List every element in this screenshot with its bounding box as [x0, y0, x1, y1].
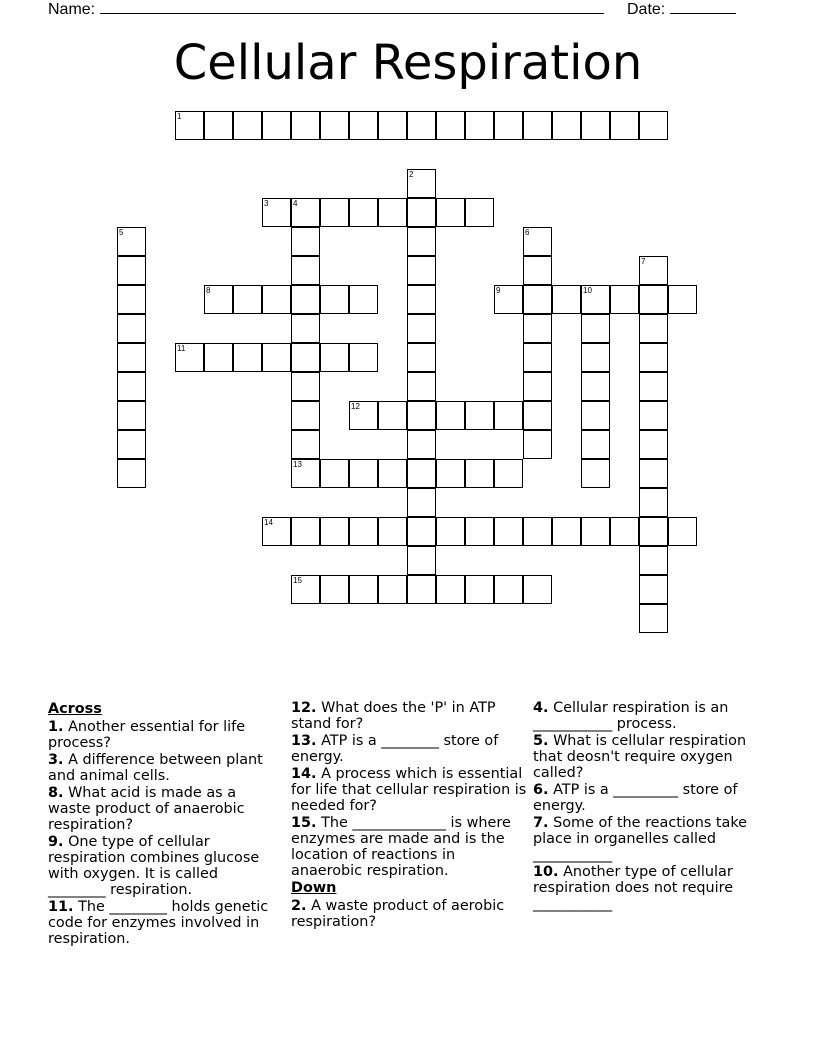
crossword-cell[interactable] [320, 111, 349, 140]
crossword-cell[interactable] [639, 111, 668, 140]
clue-number-label: 2 [409, 170, 414, 179]
clue-number: 4. [533, 700, 549, 716]
crossword-cell[interactable] [523, 256, 552, 285]
crossword-cell[interactable] [349, 111, 378, 140]
crossword-cell[interactable] [291, 314, 320, 343]
crossword-cell[interactable] [291, 285, 320, 314]
crossword-cell[interactable] [407, 285, 436, 314]
clues-column-1 [48, 700, 270, 948]
crossword-cell[interactable] [407, 430, 436, 459]
clue-across-14 [291, 766, 527, 814]
crossword-cell[interactable] [581, 111, 610, 140]
crossword-cell[interactable] [523, 227, 552, 256]
crossword-cell[interactable] [523, 430, 552, 459]
clue-number-label: 11 [177, 344, 186, 353]
crossword-cell[interactable] [465, 111, 494, 140]
crossword-cell[interactable] [291, 517, 320, 546]
across-heading: Across [48, 701, 102, 717]
crossword-cell[interactable] [320, 459, 349, 488]
crossword-cell[interactable] [523, 517, 552, 546]
clue-down-2 [291, 898, 527, 930]
crossword-cell[interactable] [610, 285, 639, 314]
crossword-cell[interactable] [581, 430, 610, 459]
clue-number: 5. [533, 733, 549, 749]
crossword-cell[interactable] [581, 372, 610, 401]
crossword-cell[interactable] [581, 459, 610, 488]
clues-column-2 [291, 700, 527, 931]
clue-across-9 [48, 834, 270, 898]
clue-number: 6. [533, 782, 549, 798]
crossword-cell[interactable] [610, 111, 639, 140]
crossword-cell[interactable] [581, 517, 610, 546]
crossword-cell[interactable] [523, 401, 552, 430]
crossword-cell[interactable] [233, 285, 262, 314]
name-label: Name: [48, 1, 96, 18]
clue-number: 13. [291, 733, 317, 749]
clue-text: Some of the reactions take place in organelles called ___________ [533, 815, 748, 863]
clue-down-5 [533, 733, 773, 781]
clue-text: What acid is made as a waste product of anaerobic respiration? [48, 785, 245, 833]
clues-column-3 [533, 700, 773, 913]
crossword-cell[interactable] [291, 343, 320, 372]
clue-down-6 [533, 782, 773, 814]
crossword-cell[interactable] [291, 401, 320, 430]
clue-number: 10. [533, 864, 559, 880]
crossword-cell[interactable] [117, 459, 146, 488]
crossword-cell[interactable] [378, 401, 407, 430]
clue-number-label: 13 [293, 460, 302, 469]
crossword-cell[interactable] [407, 256, 436, 285]
crossword-cell[interactable] [494, 401, 523, 430]
clue-text: What is cellular respiration that deosn't require oxygen called? [533, 733, 747, 781]
crossword-cell[interactable] [262, 517, 291, 546]
clue-text: A difference between plant and animal cells. [48, 752, 263, 784]
crossword-cell[interactable] [407, 401, 436, 430]
crossword-cell[interactable] [436, 459, 465, 488]
clue-number-label: 1 [177, 112, 182, 121]
crossword-cell[interactable] [291, 372, 320, 401]
crossword-cell[interactable] [262, 198, 291, 227]
crossword-cell[interactable] [668, 517, 697, 546]
clue-number-label: 15 [293, 576, 302, 585]
crossword-cell[interactable] [465, 401, 494, 430]
crossword-cell[interactable] [639, 459, 668, 488]
crossword-cell[interactable] [349, 459, 378, 488]
crossword-cell[interactable] [378, 517, 407, 546]
clue-text: Cellular respiration is an ___________ process. [533, 700, 729, 732]
crossword-cell[interactable] [349, 198, 378, 227]
clue-number-label: 12 [351, 402, 360, 411]
crossword-cell[interactable] [378, 459, 407, 488]
crossword-cell[interactable] [639, 488, 668, 517]
clue-number: 15. [291, 815, 317, 831]
crossword-cell[interactable] [175, 111, 204, 140]
clue-number-label: 5 [119, 228, 124, 237]
crossword-cell[interactable] [291, 198, 320, 227]
crossword-cell[interactable] [465, 517, 494, 546]
crossword-cell[interactable] [204, 111, 233, 140]
crossword-cell[interactable] [233, 343, 262, 372]
crossword-cell[interactable] [349, 517, 378, 546]
clue-text: One type of cellular respiration combines glucose with oxygen. It is called ________ respiration. [48, 834, 260, 898]
crossword-cell[interactable] [552, 285, 581, 314]
crossword-cell[interactable] [378, 198, 407, 227]
crossword-cell[interactable] [436, 517, 465, 546]
crossword-cell[interactable] [639, 285, 668, 314]
crossword-cell[interactable] [639, 517, 668, 546]
crossword-cell[interactable] [407, 459, 436, 488]
crossword-cell[interactable] [436, 198, 465, 227]
crossword-cell[interactable] [117, 401, 146, 430]
crossword-cell[interactable] [407, 227, 436, 256]
crossword-cell[interactable] [407, 111, 436, 140]
crossword-cell[interactable] [668, 285, 697, 314]
crossword-cell[interactable] [349, 401, 378, 430]
crossword-cell[interactable] [523, 314, 552, 343]
clue-down-10 [533, 864, 773, 912]
crossword-cell[interactable] [639, 343, 668, 372]
clue-across-12 [291, 700, 527, 732]
clue-number-label: 7 [641, 257, 646, 266]
crossword-cell[interactable] [436, 575, 465, 604]
crossword-cell[interactable] [494, 285, 523, 314]
crossword-cell[interactable] [407, 372, 436, 401]
date-label: Date: [627, 1, 666, 18]
crossword-cell[interactable] [581, 343, 610, 372]
crossword-cell[interactable] [117, 372, 146, 401]
crossword-cell[interactable] [320, 285, 349, 314]
clue-number: 9. [48, 834, 64, 850]
crossword-cell[interactable] [436, 401, 465, 430]
crossword-cell[interactable] [204, 285, 233, 314]
crossword-cell[interactable] [523, 575, 552, 604]
crossword-cell[interactable] [494, 459, 523, 488]
crossword-cell[interactable] [291, 575, 320, 604]
clue-across-15 [291, 815, 527, 879]
crossword-cell[interactable] [639, 604, 668, 633]
crossword-cell[interactable] [291, 256, 320, 285]
clue-number-label: 6 [525, 228, 530, 237]
crossword-cell[interactable] [117, 227, 146, 256]
crossword-cell[interactable] [291, 227, 320, 256]
crossword-cell[interactable] [349, 575, 378, 604]
crossword-cell[interactable] [407, 575, 436, 604]
crossword-cell[interactable] [349, 285, 378, 314]
crossword-cell[interactable] [262, 111, 291, 140]
crossword-cell[interactable] [291, 111, 320, 140]
crossword-cell[interactable] [523, 285, 552, 314]
crossword-cell[interactable] [639, 546, 668, 575]
clue-number: 11. [48, 899, 74, 915]
crossword-cell[interactable] [262, 285, 291, 314]
clue-number: 7. [533, 815, 549, 831]
crossword-cell[interactable] [639, 401, 668, 430]
clue-across-13 [291, 733, 527, 765]
crossword-cell[interactable] [117, 256, 146, 285]
crossword-cell[interactable] [117, 430, 146, 459]
crossword-cell[interactable] [436, 111, 465, 140]
crossword-cell[interactable] [523, 372, 552, 401]
crossword-cell[interactable] [407, 198, 436, 227]
crossword-cell[interactable] [581, 314, 610, 343]
crossword-cell[interactable] [581, 401, 610, 430]
clue-number: 8. [48, 785, 64, 801]
crossword-cell[interactable] [320, 517, 349, 546]
clue-number-label: 3 [264, 199, 269, 208]
crossword-cell[interactable] [407, 517, 436, 546]
clue-across-3 [48, 752, 270, 784]
clue-across-1 [48, 719, 270, 751]
page-title: Cellular Respiration [173, 35, 643, 91]
crossword-cell[interactable] [465, 459, 494, 488]
crossword-cell[interactable] [639, 314, 668, 343]
clue-down-4 [533, 700, 773, 732]
down-heading: Down [291, 880, 337, 896]
crossword-cell[interactable] [639, 430, 668, 459]
crossword-cell[interactable] [407, 169, 436, 198]
crossword-cell[interactable] [320, 198, 349, 227]
clue-text: Another essential for life process? [48, 719, 246, 751]
crossword-cell[interactable] [494, 517, 523, 546]
crossword-cell[interactable] [262, 343, 291, 372]
crossword-cell[interactable] [378, 575, 407, 604]
crossword-cell[interactable] [233, 111, 262, 140]
clue-across-11 [48, 899, 270, 947]
crossword-cell[interactable] [523, 111, 552, 140]
crossword-cell[interactable] [117, 285, 146, 314]
crossword-cell[interactable] [117, 314, 146, 343]
clue-down-7 [533, 815, 773, 863]
clue-text: The _____________ is where enzymes are made and is the location of reactions in anaerobic respiration. [291, 815, 511, 879]
crossword-cell[interactable] [407, 546, 436, 575]
crossword-cell[interactable] [175, 343, 204, 372]
crossword-cell[interactable] [639, 575, 668, 604]
crossword-cell[interactable] [610, 517, 639, 546]
crossword-cell[interactable] [407, 488, 436, 517]
clue-text: The ________ holds genetic code for enzymes involved in respiration. [48, 899, 269, 947]
crossword-cell[interactable] [494, 575, 523, 604]
clue-text: A waste product of aerobic respiration? [291, 898, 505, 930]
crossword-cell[interactable] [523, 343, 552, 372]
crossword-cell[interactable] [552, 111, 581, 140]
crossword-cell[interactable] [465, 575, 494, 604]
clue-number-label: 10 [583, 286, 592, 295]
crossword-cell[interactable] [465, 198, 494, 227]
clue-text: A process which is essential for life that cellular respiration is needed for? [291, 766, 527, 814]
crossword-cell[interactable] [639, 372, 668, 401]
crossword-cell[interactable] [320, 343, 349, 372]
clue-number: 12. [291, 700, 317, 716]
crossword-cell[interactable] [378, 111, 407, 140]
clue-text: ATP is a _________ store of energy. [533, 782, 738, 814]
clue-across-8 [48, 785, 270, 833]
clue-number: 1. [48, 719, 64, 735]
crossword-cell[interactable] [407, 314, 436, 343]
clue-number: 2. [291, 898, 307, 914]
crossword-cell[interactable] [581, 285, 610, 314]
crossword-cell[interactable] [349, 343, 378, 372]
clue-text: Another type of cellular respiration does not require ___________ [533, 864, 734, 912]
crossword-cell[interactable] [117, 343, 146, 372]
crossword-cell[interactable] [291, 459, 320, 488]
crossword-cell[interactable] [204, 343, 233, 372]
crossword-cell[interactable] [494, 111, 523, 140]
crossword-cell[interactable] [291, 430, 320, 459]
crossword-cell[interactable] [552, 517, 581, 546]
clue-number-label: 4 [293, 199, 298, 208]
clue-text: ATP is a ________ store of energy. [291, 733, 499, 765]
clue-number-label: 9 [496, 286, 501, 295]
crossword-cell[interactable] [320, 575, 349, 604]
crossword-cell[interactable] [407, 343, 436, 372]
clue-number-label: 8 [206, 286, 211, 295]
clue-text: What does the 'P' in ATP stand for? [291, 700, 496, 732]
clue-number: 14. [291, 766, 317, 782]
clue-number-label: 14 [264, 518, 273, 527]
crossword-cell[interactable] [639, 256, 668, 285]
clue-number: 3. [48, 752, 64, 768]
